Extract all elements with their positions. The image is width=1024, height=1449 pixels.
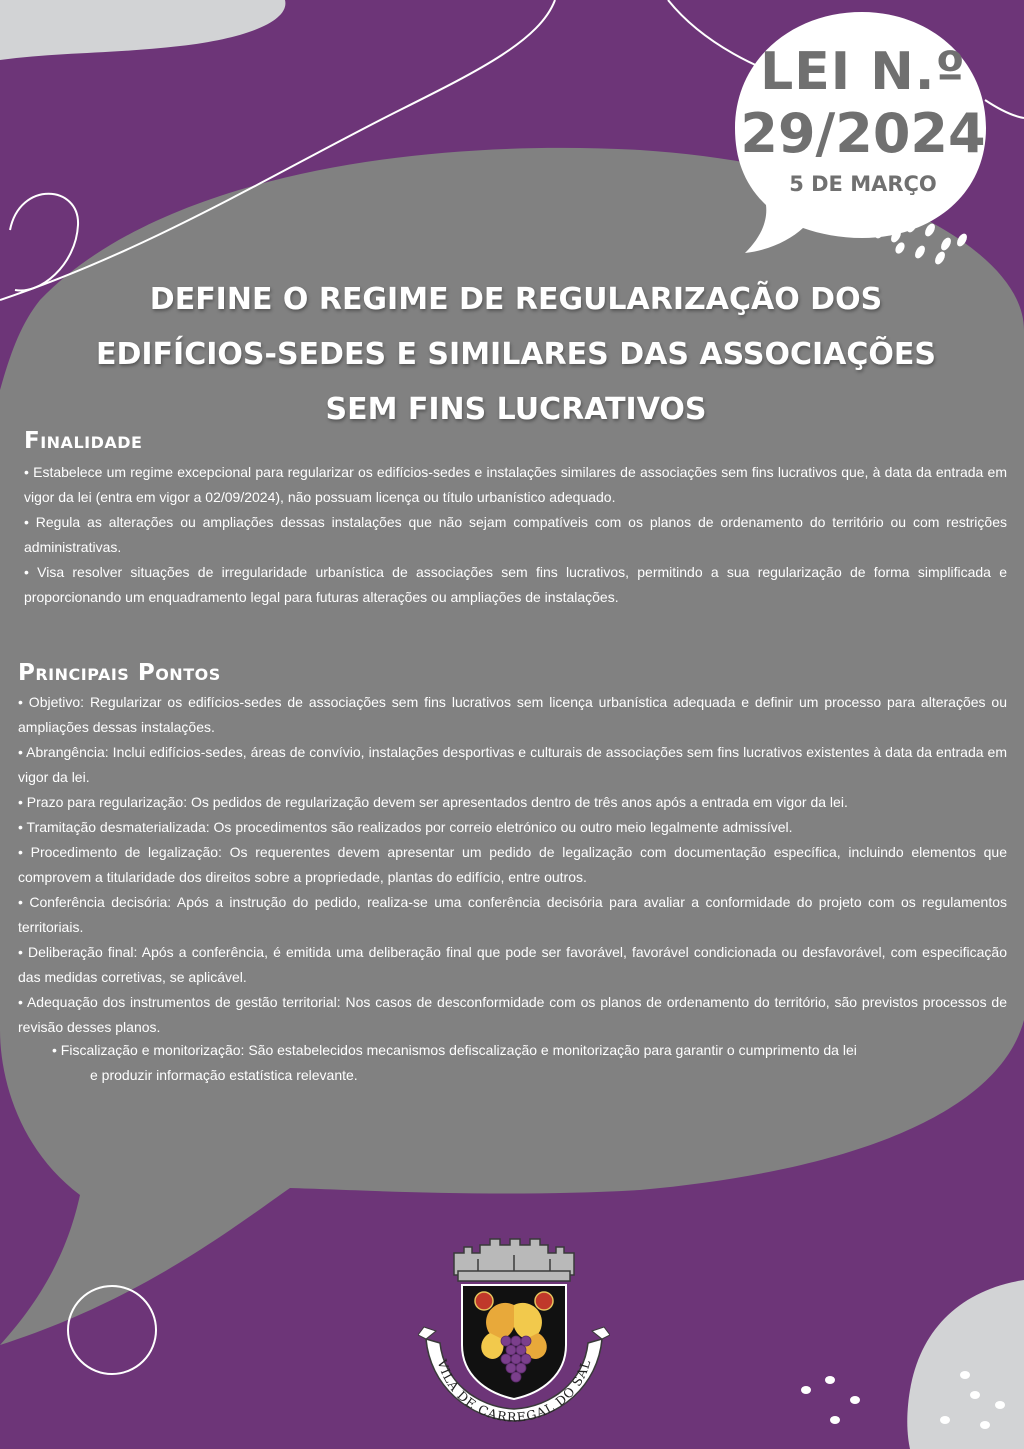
top-left-blob bbox=[0, 0, 285, 60]
title-line-2: EDIFÍCIOS-SEDES E SIMILARES DAS ASSOCIAÇÕES bbox=[96, 337, 936, 372]
list-item-last-line-1: • Fiscalização e monitorização: São estabelecidos mecanismos defiscalização e monitorização para garantir o cumprimento da lei bbox=[52, 1042, 857, 1058]
section-title-finalidade: Finalidade bbox=[24, 428, 143, 454]
list-item: • Visa resolver situações de irregularidade urbanística de associações sem fins lucrativos, permitindo a sua regularização de forma simplificada e proporcionando um enquadramento legal para futuras alterações ou ampliações de instalações. bbox=[24, 564, 1007, 605]
list-item: • Regula as alterações ou ampliações dessas instalações que não sejam compatíveis com os planos de ordenamento do território ou com restrições administrativas. bbox=[24, 514, 1007, 555]
list-item-last-line-2: e produzir informação estatística relevante. bbox=[90, 1067, 358, 1083]
list-item: • Conferência decisória: Após a instrução do pedido, realiza-se uma conferência decisória para avaliar a conformidade do projeto com os regulamentos territoriais. bbox=[18, 894, 1007, 935]
coat-of-arms-logo bbox=[418, 1235, 610, 1425]
finalidade-list bbox=[24, 460, 1007, 610]
title-line-1: DEFINE O REGIME DE REGULARIZAÇÃO DOS bbox=[149, 282, 883, 317]
list-item: • Tramitação desmaterializada: Os procedimentos são realizados por correio eletrónico ou outro meio legalmente admissível. bbox=[18, 819, 793, 835]
page-title bbox=[60, 272, 972, 437]
law-number: 29/2024 bbox=[740, 102, 986, 165]
list-item: • Estabelece um regime excepcional para regularizar os edifícios-sedes e instalações similares de associações sem fins lucrativos que, à data da entrada em vigor da lei (entra em vigor a 02/09/2024), não possuam licença ou título urbanístico adequado. bbox=[24, 464, 1007, 505]
list-item: • Procedimento de legalização: Os requerentes devem apresentar um pedido de legalização com documentação específica, incluindo elementos que comprovem a titularidade dos direitos sobre a propriedade, plantas do edifício, entre outros. bbox=[18, 844, 1007, 885]
list-item: • Deliberação final: Após a conferência, é emitida uma deliberação final que pode ser favorável, favorável condicionada ou desfavorável, com especificação das medidas corretivas, se aplicável. bbox=[18, 944, 1007, 985]
list-item: • Prazo para regularização: Os pedidos de regularização devem ser apresentados dentro de três anos após a entrada em vigor da lei. bbox=[18, 794, 848, 810]
bottom-right-blob bbox=[907, 1280, 1024, 1449]
section-title-principais: Principais Pontos bbox=[18, 660, 221, 686]
list-item: • Abrangência: Inclui edifícios-sedes, áreas de convívio, instalações desportivas e culturais de associações sem fins lucrativos existentes à data da entrada em vigor da lei. bbox=[18, 744, 1007, 785]
decor-line-3 bbox=[985, 100, 1024, 118]
law-date: 5 DE MARÇO bbox=[789, 172, 937, 196]
emblem-motto: VILA DE CARREGAL DO SAL bbox=[434, 1357, 594, 1425]
law-label: LEI N.º bbox=[760, 42, 966, 102]
title-line-3: SEM FINS LUCRATIVOS bbox=[325, 392, 707, 427]
list-item: • Adequação dos instrumentos de gestão territorial: Nos casos de desconformidade com os planos de ordenamento do território, são previstos processos de revisão desses planos. bbox=[18, 994, 1007, 1035]
law-badge bbox=[738, 42, 988, 198]
principais-list bbox=[18, 690, 1007, 1040]
list-item: • Objetivo: Regularizar os edifícios-sedes de associações sem fins lucrativos sem licença urbanística adequada e definir um processo para alterações ou ampliações dessas instalações. bbox=[18, 694, 1007, 735]
mural-crown bbox=[454, 1239, 574, 1281]
